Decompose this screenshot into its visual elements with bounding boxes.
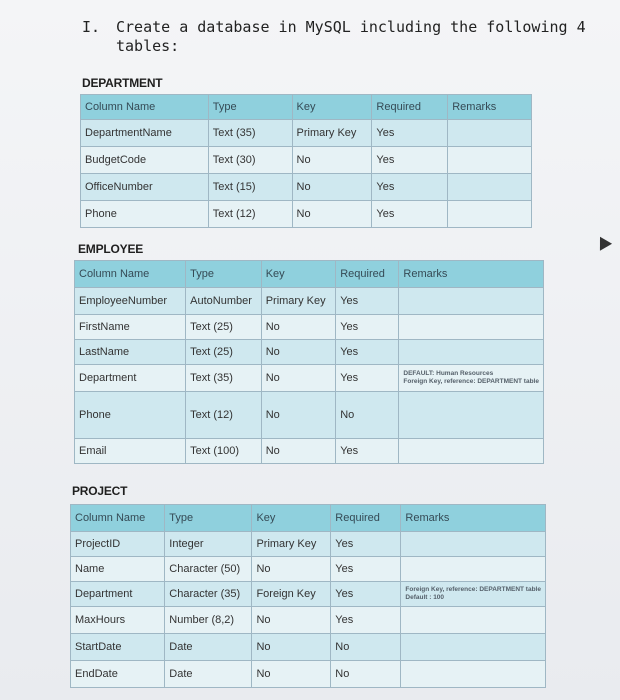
- table-cell: Yes: [372, 147, 448, 174]
- table-cell: Yes: [372, 201, 448, 228]
- table-cell: OfficeNumber: [81, 174, 209, 201]
- table-cell: Primary Key: [252, 532, 331, 557]
- table-cell: Phone: [81, 201, 209, 228]
- table-cell: Yes: [336, 365, 399, 392]
- table-row: [75, 439, 544, 464]
- table-cell: BudgetCode: [81, 147, 209, 174]
- table-cell: No: [252, 661, 331, 688]
- column-header: Remarks: [399, 261, 544, 288]
- table-cell: Date: [165, 661, 252, 688]
- table-cell: No: [261, 439, 336, 464]
- table-cell: [448, 147, 532, 174]
- table-cell: EndDate: [71, 661, 165, 688]
- department-table: [80, 94, 532, 228]
- table-cell: No: [252, 557, 331, 582]
- table-cell: Department: [71, 582, 165, 607]
- table-cell: Character (35): [165, 582, 252, 607]
- pointer-arrow-icon: [594, 233, 612, 250]
- table-cell: DEFAULT: Human Resources Foreign Key, reference: DEPARTMENT table: [399, 365, 544, 392]
- table-cell: No: [331, 634, 401, 661]
- column-header: Key: [252, 505, 331, 532]
- table-cell: Yes: [331, 607, 401, 634]
- column-header: Type: [186, 261, 262, 288]
- table-row: [75, 392, 544, 439]
- table-cell: Integer: [165, 532, 252, 557]
- column-header: Key: [261, 261, 336, 288]
- table-row: [71, 532, 546, 557]
- table-cell: Yes: [336, 288, 399, 315]
- table-row: [71, 557, 546, 582]
- table-cell: Text (12): [186, 392, 262, 439]
- table-cell: Yes: [331, 582, 401, 607]
- table-row: [71, 634, 546, 661]
- table-cell: Department: [75, 365, 186, 392]
- table-row: [81, 147, 532, 174]
- table-cell: Foreign Key, reference: DEPARTMENT table Default : 100: [401, 582, 546, 607]
- table-cell: StartDate: [71, 634, 165, 661]
- table-cell: [401, 607, 546, 634]
- table-cell: Foreign Key: [252, 582, 331, 607]
- table-row: [75, 315, 544, 340]
- table-cell: Text (15): [208, 174, 292, 201]
- table-cell: [399, 288, 544, 315]
- column-header: Key: [292, 95, 372, 120]
- table-cell: AutoNumber: [186, 288, 262, 315]
- table-cell: FirstName: [75, 315, 186, 340]
- table-cell: Yes: [336, 340, 399, 365]
- table-row: [71, 607, 546, 634]
- table-cell: [401, 557, 546, 582]
- project-table: [70, 504, 546, 688]
- table-cell: No: [292, 147, 372, 174]
- table-cell: [399, 392, 544, 439]
- table-cell: No: [261, 315, 336, 340]
- table-cell: EmployeeNumber: [75, 288, 186, 315]
- table-cell: Primary Key: [261, 288, 336, 315]
- table-cell: Yes: [336, 439, 399, 464]
- column-header: Type: [208, 95, 292, 120]
- table-cell: Text (35): [208, 120, 292, 147]
- column-header: Column Name: [71, 505, 165, 532]
- table-cell: Text (12): [208, 201, 292, 228]
- heading-number: I.: [82, 18, 101, 36]
- table-cell: Text (35): [186, 365, 262, 392]
- table-row: [75, 288, 544, 315]
- table-cell: Yes: [372, 120, 448, 147]
- table-cell: No: [261, 365, 336, 392]
- table-cell: LastName: [75, 340, 186, 365]
- table-cell: No: [261, 392, 336, 439]
- table-cell: [448, 174, 532, 201]
- table-row: [75, 340, 544, 365]
- employee-label: EMPLOYEE: [78, 242, 144, 256]
- table-cell: Character (50): [165, 557, 252, 582]
- table-cell: Name: [71, 557, 165, 582]
- table-cell: No: [292, 201, 372, 228]
- table-row: [71, 582, 546, 607]
- table-header-row: [71, 505, 546, 532]
- table-cell: Yes: [331, 532, 401, 557]
- table-cell: MaxHours: [71, 607, 165, 634]
- column-header: Required: [372, 95, 448, 120]
- table-cell: Text (30): [208, 147, 292, 174]
- column-header: Type: [165, 505, 252, 532]
- table-header-row: [75, 261, 544, 288]
- table-cell: No: [336, 392, 399, 439]
- table-cell: No: [292, 174, 372, 201]
- table-cell: Number (8,2): [165, 607, 252, 634]
- column-header: Column Name: [81, 95, 209, 120]
- table-cell: No: [252, 607, 331, 634]
- table-cell: Text (25): [186, 340, 262, 365]
- table-cell: Email: [75, 439, 186, 464]
- table-cell: [399, 439, 544, 464]
- table-cell: Yes: [336, 315, 399, 340]
- table-header-row: [81, 95, 532, 120]
- project-label: PROJECT: [72, 484, 128, 498]
- department-label: DEPARTMENT: [82, 76, 163, 90]
- table-row: [81, 201, 532, 228]
- table-cell: [399, 340, 544, 365]
- table-cell: Date: [165, 634, 252, 661]
- table-cell: [401, 532, 546, 557]
- table-cell: [448, 201, 532, 228]
- column-header: Required: [331, 505, 401, 532]
- table-cell: Yes: [331, 557, 401, 582]
- table-row: [71, 661, 546, 688]
- column-header: Remarks: [448, 95, 532, 120]
- employee-table: [74, 260, 544, 464]
- table-cell: Text (25): [186, 315, 262, 340]
- table-cell: [448, 120, 532, 147]
- table-row: [81, 120, 532, 147]
- table-cell: No: [261, 340, 336, 365]
- column-header: Column Name: [75, 261, 186, 288]
- table-cell: DepartmentName: [81, 120, 209, 147]
- table-cell: Yes: [372, 174, 448, 201]
- table-cell: ProjectID: [71, 532, 165, 557]
- table-cell: No: [331, 661, 401, 688]
- table-cell: Text (100): [186, 439, 262, 464]
- table-cell: [401, 661, 546, 688]
- table-cell: Phone: [75, 392, 186, 439]
- heading-text: Create a database in MySQL including the following 4 tables:: [116, 18, 586, 55]
- column-header: Remarks: [401, 505, 546, 532]
- table-cell: [399, 315, 544, 340]
- table-row: [75, 365, 544, 392]
- table-cell: [401, 634, 546, 661]
- table-row: [81, 174, 532, 201]
- column-header: Required: [336, 261, 399, 288]
- table-cell: Primary Key: [292, 120, 372, 147]
- table-cell: No: [252, 634, 331, 661]
